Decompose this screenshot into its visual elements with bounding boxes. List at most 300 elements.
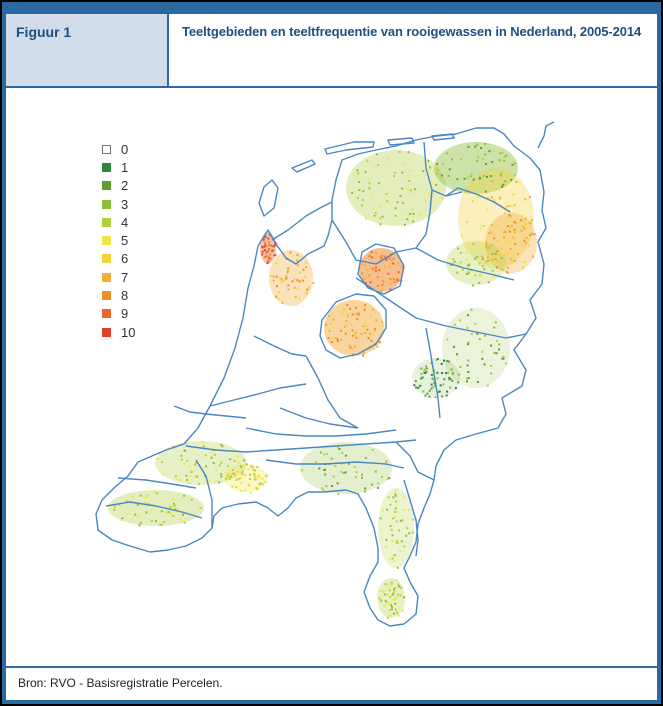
parcel-dot <box>163 521 165 523</box>
parcel-dot <box>375 270 377 272</box>
parcel-dot <box>514 243 516 245</box>
parcel-dot <box>362 190 364 192</box>
parcel-dot <box>495 321 497 323</box>
parcel-dot <box>287 270 289 272</box>
parcel-dot <box>371 251 373 253</box>
legend-item-9 <box>102 305 135 323</box>
parcel-dot <box>440 384 442 386</box>
parcel-dot <box>375 212 377 214</box>
parcel-dot <box>234 467 236 469</box>
parcel-dot <box>389 589 391 591</box>
parcel-dot <box>386 509 388 511</box>
parcel-dot <box>268 248 270 250</box>
parcel-dot <box>468 271 470 273</box>
parcel-dot <box>402 163 404 165</box>
parcel-dot <box>460 252 462 254</box>
parcel-dot <box>504 244 506 246</box>
parcel-dot <box>419 385 421 387</box>
parcel-dot <box>299 298 301 300</box>
parcel-dot <box>383 325 385 327</box>
parcel-dot <box>389 604 391 606</box>
parcel-dot <box>303 269 305 271</box>
parcel-dot <box>386 200 388 202</box>
parcel-dot <box>342 311 344 313</box>
parcel-dot <box>364 322 366 324</box>
parcel-dot <box>344 326 346 328</box>
parcel-dot <box>425 365 427 367</box>
parcel-dot <box>507 221 509 223</box>
figure-label: Figuur 1 <box>16 24 72 40</box>
parcel-dot <box>366 160 368 162</box>
parcel-dot <box>477 381 479 383</box>
parcel-dot <box>382 509 384 511</box>
parcel-dot <box>138 515 140 517</box>
parcel-dot <box>487 385 489 387</box>
river-waal <box>246 428 396 436</box>
parcel-dot <box>388 496 390 498</box>
parcel-dot <box>481 358 483 360</box>
crop-region <box>446 241 506 285</box>
parcel-dot <box>161 510 163 512</box>
parcel-dot <box>453 346 455 348</box>
legend-item-8 <box>102 286 135 304</box>
legend-label: 7 <box>121 269 129 285</box>
parcel-dot <box>480 228 482 230</box>
parcel-dot <box>385 259 387 261</box>
parcel-dot <box>170 513 172 515</box>
legend-item-10 <box>102 323 135 341</box>
parcel-dot <box>381 289 383 291</box>
parcel-dot <box>385 600 387 602</box>
parcel-dot <box>157 458 159 460</box>
parcel-dot <box>248 484 250 486</box>
parcel-dot <box>322 489 324 491</box>
parcel-dot <box>484 335 486 337</box>
parcel-dot <box>240 465 242 467</box>
parcel-dot <box>292 280 294 282</box>
parcel-dot <box>305 262 307 264</box>
parcel-dot <box>351 192 353 194</box>
parcel-dot <box>183 463 185 465</box>
parcel-dot <box>402 610 404 612</box>
parcel-dot <box>166 512 168 514</box>
parcel-dot <box>497 240 499 242</box>
parcel-dot <box>161 524 163 526</box>
parcel-dot <box>254 479 256 481</box>
parcel-dot <box>140 495 142 497</box>
parcel-dot <box>356 337 358 339</box>
parcel-dot <box>256 489 258 491</box>
parcel-dot <box>121 519 123 521</box>
parcel-dot <box>270 275 272 277</box>
parcel-dot <box>398 586 400 588</box>
parcel-dot <box>189 482 191 484</box>
parcel-dot <box>415 380 417 382</box>
parcel-dot <box>486 209 488 211</box>
parcel-dot <box>268 241 270 243</box>
parcel-dot <box>491 259 493 261</box>
parcel-dot <box>395 501 397 503</box>
parcel-dot <box>299 272 301 274</box>
parcel-dot <box>480 243 482 245</box>
parcel-dot <box>356 318 358 320</box>
legend-item-2 <box>102 177 135 195</box>
parcel-dot <box>283 280 285 282</box>
parcel-dot <box>517 181 519 183</box>
parcel-dot <box>397 567 399 569</box>
parcel-dot <box>174 505 176 507</box>
parcel-dot <box>375 267 377 269</box>
legend-label: 3 <box>121 196 129 212</box>
parcel-dot <box>295 296 297 298</box>
parcel-dot <box>504 254 506 256</box>
parcel-dot <box>524 198 526 200</box>
parcel-dot <box>481 256 483 258</box>
figure-title: Teeltgebieden en teeltfrequentie van rooigewassen in Nederland, 2005-2014 <box>182 24 642 39</box>
parcel-dot <box>407 214 409 216</box>
parcel-dot <box>413 213 415 215</box>
parcel-dot <box>501 257 503 259</box>
parcel-dot <box>529 196 531 198</box>
legend-label: 0 <box>121 141 129 157</box>
parcel-dot <box>502 152 504 154</box>
parcel-dot <box>403 496 405 498</box>
parcel-dot <box>490 345 492 347</box>
parcel-dot <box>401 540 403 542</box>
parcel-dot <box>397 201 399 203</box>
parcel-dot <box>254 469 256 471</box>
crop-frequency-fills <box>108 142 537 618</box>
parcel-dot <box>270 258 272 260</box>
parcel-dot <box>488 150 490 152</box>
parcel-dot <box>368 337 370 339</box>
parcel-dot <box>238 462 240 464</box>
parcel-dot <box>367 269 369 271</box>
parcel-dot <box>337 340 339 342</box>
parcel-dot <box>467 265 469 267</box>
parcel-dot <box>404 224 406 226</box>
parcel-dot <box>493 326 495 328</box>
parcel-dot <box>357 197 359 199</box>
parcel-dot <box>480 275 482 277</box>
parcel-dot <box>406 218 408 220</box>
parcel-dot <box>332 319 334 321</box>
parcel-dot <box>510 248 512 250</box>
parcel-dot <box>528 245 530 247</box>
crop-region <box>269 250 313 306</box>
parcel-dot <box>485 163 487 165</box>
parcel-dot <box>237 478 239 480</box>
parcel-dot <box>400 520 402 522</box>
parcel-dot <box>253 473 255 475</box>
parcel-dot <box>363 278 365 280</box>
parcel-dot <box>406 527 408 529</box>
parcel-dot <box>379 597 381 599</box>
parcel-dot <box>372 449 374 451</box>
parcel-dot <box>394 281 396 283</box>
parcel-dot <box>394 554 396 556</box>
parcel-dot <box>435 396 437 398</box>
parcel-dot <box>209 479 211 481</box>
parcel-dot <box>402 202 404 204</box>
parcel-dot <box>497 250 499 252</box>
parcel-dot <box>483 249 485 251</box>
parcel-dot <box>420 378 422 380</box>
parcel-dot <box>394 516 396 518</box>
parcel-dot <box>370 340 372 342</box>
parcel-dot <box>391 606 393 608</box>
parcel-dot <box>382 216 384 218</box>
parcel-dot <box>250 492 252 494</box>
parcel-dot <box>321 487 323 489</box>
parcel-dot <box>499 159 501 161</box>
parcel-dot <box>393 591 395 593</box>
parcel-dot <box>239 477 241 479</box>
parcel-dot <box>331 458 333 460</box>
parcel-dot <box>278 291 280 293</box>
parcel-dot <box>512 260 514 262</box>
parcel-dot <box>234 460 236 462</box>
parcel-dot <box>188 465 190 467</box>
parcel-dot <box>446 153 448 155</box>
parcel-dot <box>398 529 400 531</box>
parcel-dot <box>494 260 496 262</box>
parcel-dot <box>486 243 488 245</box>
parcel-dot <box>330 323 332 325</box>
parcel-dot <box>368 179 370 181</box>
parcel-dot <box>501 172 503 174</box>
parcel-dot <box>484 143 486 145</box>
parcel-dot <box>522 266 524 268</box>
parcel-dot <box>256 466 258 468</box>
parcel-dot <box>442 383 444 385</box>
parcel-dot <box>241 473 243 475</box>
parcel-dot <box>448 175 450 177</box>
parcel-dot <box>491 196 493 198</box>
parcel-dot <box>230 476 232 478</box>
parcel-dot <box>503 252 505 254</box>
parcel-dot <box>271 245 273 247</box>
parcel-dot <box>290 252 292 254</box>
parcel-dot <box>466 378 468 380</box>
parcel-dot <box>478 263 480 265</box>
parcel-dot <box>328 315 330 317</box>
parcel-dot <box>392 496 394 498</box>
parcel-dot <box>237 471 239 473</box>
parcel-dot <box>522 225 524 227</box>
parcel-dot <box>382 280 384 282</box>
parcel-dot <box>491 161 493 163</box>
parcel-dot <box>364 309 366 311</box>
afsluitdijk <box>272 202 332 240</box>
parcel-dot <box>219 464 221 466</box>
parcel-dot <box>397 584 399 586</box>
parcel-dot <box>384 583 386 585</box>
parcel-dot <box>509 214 511 216</box>
parcel-dot <box>492 270 494 272</box>
parcel-dot <box>205 454 207 456</box>
parcel-dot <box>478 282 480 284</box>
parcel-dot <box>296 279 298 281</box>
parcel-dot <box>474 258 476 260</box>
parcel-dot <box>500 267 502 269</box>
parcel-dot <box>506 241 508 243</box>
parcel-dot <box>378 269 380 271</box>
parcel-dot <box>196 475 198 477</box>
parcel-dot <box>271 249 273 251</box>
parcel-dot <box>364 487 366 489</box>
parcel-dot <box>480 147 482 149</box>
parcel-dot <box>326 453 328 455</box>
parcel-dot <box>151 520 153 522</box>
parcel-dot <box>513 221 515 223</box>
parcel-dot <box>384 266 386 268</box>
parcel-dot <box>465 252 467 254</box>
parcel-dot <box>161 461 163 463</box>
crop-region <box>300 442 392 494</box>
parcel-dot <box>504 212 506 214</box>
parcel-dot <box>389 558 391 560</box>
parcel-dot <box>422 391 424 393</box>
parcel-dot <box>470 175 472 177</box>
legend-label: 2 <box>121 178 129 194</box>
parcel-dot <box>251 466 253 468</box>
parcel-dot <box>154 491 156 493</box>
parcel-dot <box>356 471 358 473</box>
parcel-dot <box>460 158 462 160</box>
parcel-dot <box>387 583 389 585</box>
parcel-dot <box>479 177 481 179</box>
parcel-dot <box>144 501 146 503</box>
figure-frame <box>2 2 661 704</box>
parcel-dot <box>435 184 437 186</box>
parcel-dot <box>511 225 513 227</box>
parcel-dot <box>168 511 170 513</box>
legend-swatch <box>102 328 111 337</box>
parcel-dot <box>378 206 380 208</box>
parcel-dot <box>281 278 283 280</box>
parcel-dot <box>431 374 433 376</box>
parcel-dot <box>389 258 391 260</box>
parcel-dot <box>378 313 380 315</box>
parcel-dot <box>505 271 507 273</box>
parcel-dot <box>373 348 375 350</box>
parcel-dot <box>417 387 419 389</box>
parcel-dot <box>361 204 363 206</box>
legend <box>102 140 135 341</box>
parcel-dot <box>192 471 194 473</box>
parcel-dot <box>498 348 500 350</box>
parcel-dot <box>487 248 489 250</box>
parcel-dot <box>429 167 431 169</box>
parcel-dot <box>462 269 464 271</box>
parcel-dot <box>227 472 229 474</box>
parcel-dot <box>240 490 242 492</box>
parcel-dot <box>377 276 379 278</box>
parcel-dot <box>446 360 448 362</box>
parcel-dot <box>470 309 472 311</box>
parcel-dot <box>526 237 528 239</box>
parcel-dot <box>485 261 487 263</box>
parcel-dot <box>476 160 478 162</box>
parcel-dot <box>487 260 489 262</box>
parcel-dot <box>472 200 474 202</box>
legend-item-3 <box>102 195 135 213</box>
parcel-dot <box>287 267 289 269</box>
parcel-dot <box>506 172 508 174</box>
parcel-dot <box>446 391 448 393</box>
parcel-dot <box>231 473 233 475</box>
parcel-dot <box>264 249 266 251</box>
parcel-dot <box>262 251 264 253</box>
parcel-dot <box>264 242 266 244</box>
parcel-dot <box>155 520 157 522</box>
parcel-dot <box>146 495 148 497</box>
parcel-dot <box>445 372 447 374</box>
legend-label: 8 <box>121 288 129 304</box>
parcel-dot <box>474 323 476 325</box>
parcel-dot <box>400 594 402 596</box>
parcel-dot <box>388 202 390 204</box>
parcel-dot <box>355 307 357 309</box>
parcel-dot <box>531 233 533 235</box>
parcel-dot <box>364 490 366 492</box>
parcel-dot <box>218 481 220 483</box>
parcel-dot <box>399 151 401 153</box>
parcel-dot <box>380 590 382 592</box>
parcel-dot <box>476 256 478 258</box>
parcel-dot <box>398 280 400 282</box>
parcel-dot <box>269 254 271 256</box>
parcel-dot <box>393 278 395 280</box>
parcel-dot <box>346 320 348 322</box>
parcel-dot <box>429 390 431 392</box>
parcel-dot <box>477 196 479 198</box>
parcel-dot <box>370 315 372 317</box>
parcel-dot <box>446 395 448 397</box>
parcel-dot <box>460 261 462 263</box>
parcel-dot <box>361 474 363 476</box>
parcel-dot <box>467 360 469 362</box>
parcel-dot <box>408 532 410 534</box>
parcel-dot <box>180 455 182 457</box>
parcel-dot <box>387 617 389 619</box>
parcel-dot <box>177 508 179 510</box>
parcel-dot <box>183 495 185 497</box>
parcel-dot <box>474 274 476 276</box>
parcel-dot <box>499 195 501 197</box>
parcel-dot <box>229 458 231 460</box>
parcel-dot <box>371 484 373 486</box>
border-zh-gelderland <box>280 408 358 428</box>
parcel-dot <box>394 493 396 495</box>
parcel-dot <box>393 175 395 177</box>
parcel-dot <box>505 206 507 208</box>
parcel-dot <box>377 482 379 484</box>
parcel-dot <box>482 265 484 267</box>
parcel-dot <box>403 545 405 547</box>
parcel-dot <box>144 497 146 499</box>
parcel-dot <box>227 465 229 467</box>
parcel-dot <box>532 255 534 257</box>
parcel-dot <box>384 604 386 606</box>
parcel-dot <box>365 218 367 220</box>
parcel-dot <box>420 214 422 216</box>
parcel-dot <box>457 248 459 250</box>
parcel-dot <box>483 225 485 227</box>
parcel-dot <box>533 233 535 235</box>
parcel-dot <box>483 175 485 177</box>
